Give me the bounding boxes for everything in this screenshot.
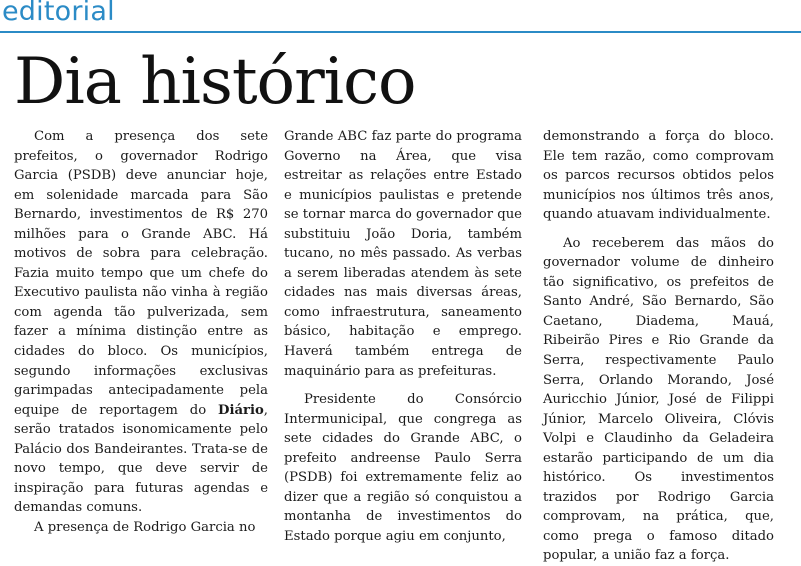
paragraph <box>543 127 774 225</box>
paragraph-text: demonstrando a força do bloco. Ele tem razão, como comprovam os parcos recursos obtidos pelos municípios nos últimos três anos, quando atuavam individualmente. <box>543 129 774 223</box>
paragraph-text: Ao receberem das mãos do governador volume de dinheiro tão significativo, os prefeitos de Santo André, São Bernardo, São Caetano, Diadema, Mauá, Ribeirão Pires e Rio Grande da Serra, respectivamente Paulo Serra, Orlando Morando, José Auricchio Júnior, José de Filippi Júnior, Marcelo Oliveira, Clóvis Volpi e Claudinho da Geladeira estarão participando de um dia histórico. Os investimentos trazidos por Rodrigo Garcia comprovam, na prática, que, como prega o famoso ditado popular, a união faz a força. <box>543 235 774 564</box>
text-column-1 <box>14 127 268 535</box>
paragraph-text: Com a presença dos sete prefeitos, o governador Rodrigo Garcia (PSDB) deve anunciar hoje, em solenidade marcada para São Bernardo, investimentos de R$ 270 milhões para o Grande ABC. Há motivos de sobra para celebração. Fazia muito tempo que um chefe do Executivo paulista não vinha à região com agenda tão pulverizada, sem fazer a mínima distinção entre as cidades do bloco. Os municípios, segundo informações exclusivas garimpadas antecipadamente pela equipe de reportagem do <box>14 129 268 418</box>
headline: Dia histórico <box>14 45 416 119</box>
paragraph-text: A presença de Rodrigo Garcia no <box>34 519 256 535</box>
paragraph <box>284 390 522 546</box>
text-column-2 <box>284 127 522 544</box>
section-label: editorial <box>2 0 115 27</box>
paragraph-text: Grande ABC faz parte do programa Governo na Área, que visa estreitar as relações entre Estado e municípios paulistas e pretende se tornar marca do governador que substituiu João Doria, também tucano, no mês passado. As verbas a serem liberadas atendem às sete cidades nas mais diversas áreas, como infraestrutura, saneamento básico, habitação e emprego. Haverá também entrega de maquinário para as prefeituras. <box>284 129 522 379</box>
paragraph-text: Presidente do Consórcio Intermunicipal, que congrega as sete cidades do Grande ABC, o prefeito andreense Paulo Serra (PSDB) foi extremamente feliz ao dizer que a região só conquistou a montanha de investimentos do Estado porque agiu em conjunto, <box>284 392 522 544</box>
paragraph <box>14 518 268 538</box>
paragraph-text: , serão tratados isonomicamente pelo Palácio dos Bandeirantes. Trata-se de novo tempo, que deve servir de inspiração para futuras agendas e demandas comuns. <box>14 402 268 516</box>
paragraph <box>543 234 774 566</box>
text-column-3 <box>543 127 774 564</box>
section-divider <box>0 31 801 33</box>
paragraph <box>14 127 268 518</box>
emphasis-text: Diário <box>218 402 264 418</box>
paragraph <box>284 127 522 381</box>
